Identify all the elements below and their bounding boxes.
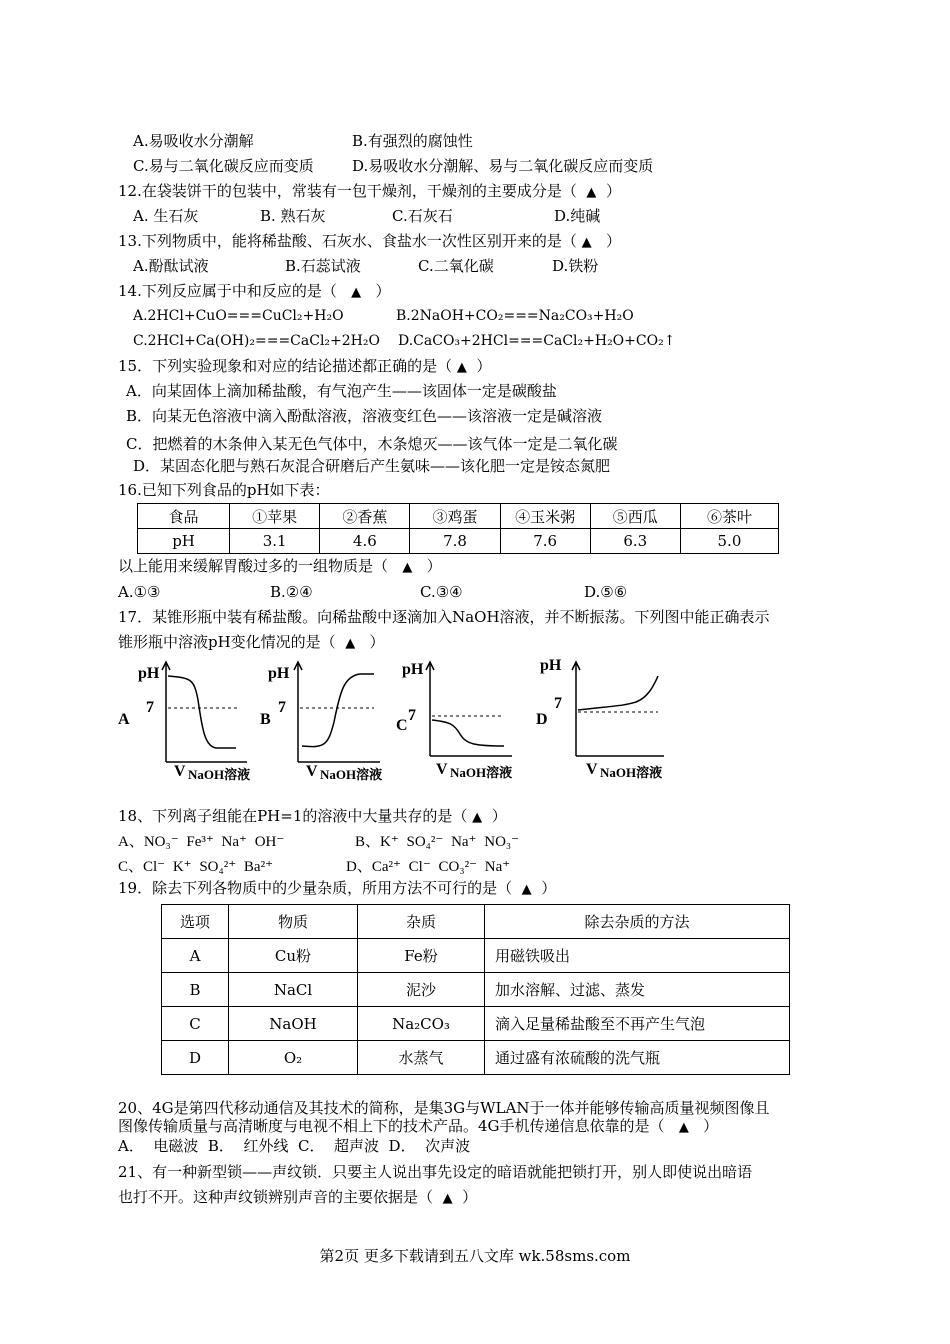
table-cell: NaCl xyxy=(229,973,358,1007)
table-row xyxy=(162,973,790,1007)
table-cell: 6.3 xyxy=(590,529,680,554)
graph-letter: B xyxy=(260,711,271,728)
table-cell: ⑥茶叶 xyxy=(680,504,778,529)
answer-mark: ▲ xyxy=(472,810,483,825)
table-cell: ④玉米粥 xyxy=(500,504,590,529)
q12-question: 12.在袋装饼干的包装中，常装有一包干燥剂，干燥剂的主要成分是（ ▲ ） xyxy=(118,182,621,200)
table-cell: 通过盛有浓硫酸的洗气瓶 xyxy=(485,1041,790,1075)
table-cell: ②香蕉 xyxy=(320,504,410,529)
x-label-sub: NaOH溶液 xyxy=(600,765,663,780)
table-cell: 选项 xyxy=(162,905,229,939)
answer-mark: ▲ xyxy=(678,1120,689,1135)
table-cell: 滴入足量稀盐酸至不再产生气泡 xyxy=(485,1007,790,1041)
q14-option-b: B.2NaOH+CO₂===Na₂CO₃+H₂O xyxy=(396,308,634,324)
q18-option-c: C、Cl⁻ K⁺ SO₄²⁺ Ba²⁺ xyxy=(118,859,273,875)
y-label: pH xyxy=(268,665,290,682)
x-label-sub: NaOH溶液 xyxy=(320,767,383,782)
q11-option-b: B.有强烈的腐蚀性 xyxy=(352,132,473,150)
x-label-v: V xyxy=(586,761,598,778)
impurity-table xyxy=(161,904,790,1075)
table-header-row xyxy=(138,504,779,529)
table-cell: NaOH xyxy=(229,1007,358,1041)
answer-mark: ▲ xyxy=(521,882,532,897)
answer-mark: ▲ xyxy=(402,560,413,575)
x-label-sub: NaOH溶液 xyxy=(188,767,251,782)
table-cell: O₂ xyxy=(229,1041,358,1075)
table-cell: 7.8 xyxy=(410,529,500,554)
answer-mark: ▲ xyxy=(345,636,356,651)
table-cell: 7.6 xyxy=(500,529,590,554)
q15-option-a: A．向某固体上滴加稀盐酸，有气泡产生——该固体一定是碳酸盐 xyxy=(126,382,557,400)
q16-option-a: A.①③ xyxy=(118,583,161,601)
q17-question-line1: 17．某锥形瓶中装有稀盐酸。向稀盐酸中逐滴加入NaOH溶液，并不断振荡。下列图中能正确表示 xyxy=(118,608,770,626)
q13-question: 13.下列物质中，能将稀盐酸、石灰水、食盐水一次性区别开来的是（ ▲ ） xyxy=(118,232,621,250)
seven-label: 7 xyxy=(554,695,562,712)
q16-option-c: C.③④ xyxy=(420,583,463,601)
seven-label: 7 xyxy=(146,699,154,716)
table-cell: ③鸡蛋 xyxy=(410,504,500,529)
page-footer: 第2页 更多下载请到五八文库 wk.58sms.com xyxy=(319,1247,631,1265)
graph-letter: D xyxy=(536,711,548,728)
q15-question: 15．下列实验现象和对应的结论描述都正确的是（ ▲ ） xyxy=(118,357,492,375)
q14-option-d: D.CaCO₃+2HCl===CaCl₂+H₂O+CO₂↑ xyxy=(398,333,676,349)
table-row xyxy=(138,529,779,554)
answer-mark: ▲ xyxy=(442,1191,453,1206)
q14-option-c: C.2HCl+Ca(OH)₂===CaCl₂+2H₂O xyxy=(133,333,380,349)
q16-subquestion: 以上能用来缓解胃酸过多的一组物质是（ ▲ ） xyxy=(118,557,442,575)
x-label-sub: NaOH溶液 xyxy=(450,765,513,780)
table-cell: Na₂CO₃ xyxy=(358,1007,485,1041)
table-cell: Fe粉 xyxy=(358,939,485,973)
table-cell: 泥沙 xyxy=(358,973,485,1007)
y-label: pH xyxy=(138,665,160,682)
q11-option-d: D.易吸收水分潮解、易与二氧化碳反应而变质 xyxy=(352,157,654,175)
table-cell: 加水溶解、过滤、蒸发 xyxy=(485,973,790,1007)
table-header-row xyxy=(162,905,790,939)
y-label: pH xyxy=(540,657,562,674)
q13-option-d: D.铁粉 xyxy=(552,257,599,275)
ph-table xyxy=(137,503,779,554)
x-label-v: V xyxy=(436,761,448,778)
q17-question-line2: 锥形瓶中溶液pH变化情况的是（ ▲ ） xyxy=(118,633,385,651)
q16-option-b: B.②④ xyxy=(270,583,313,601)
q12-option-c: C.石灰石 xyxy=(392,207,453,225)
q16-question: 16.已知下列食品的pH如下表： xyxy=(118,481,330,499)
table-cell: ⑤西瓜 xyxy=(590,504,680,529)
table-cell: ①苹果 xyxy=(230,504,320,529)
x-label-v: V xyxy=(174,763,186,780)
q13-option-c: C.二氧化碳 xyxy=(418,257,494,275)
table-row xyxy=(162,1007,790,1041)
graph-letter: C xyxy=(396,717,408,734)
table-cell: 杂质 xyxy=(358,905,485,939)
answer-mark: ▲ xyxy=(351,285,362,300)
table-row xyxy=(162,1041,790,1075)
table-row xyxy=(162,939,790,973)
table-cell: B xyxy=(162,973,229,1007)
ph-graphs xyxy=(112,652,694,782)
q21-question-line1: 21、有一种新型锁——声纹锁．只要主人说出事先设定的暗语就能把锁打开，别人即使说出暗语 xyxy=(118,1163,753,1181)
y-label: pH xyxy=(402,661,424,678)
q12-option-d: D.纯碱 xyxy=(554,207,601,225)
table-cell: C xyxy=(162,1007,229,1041)
answer-mark: ▲ xyxy=(456,360,467,375)
answer-mark: ▲ xyxy=(581,235,592,250)
seven-label: 7 xyxy=(408,707,416,724)
table-cell: 食品 xyxy=(138,504,230,529)
q15-option-b: B．向某无色溶液中滴入酚酞溶液，溶液变红色——该溶液一定是碱溶液 xyxy=(126,407,603,425)
x-label-v: V xyxy=(306,763,318,780)
q15-option-d: D．某固态化肥与熟石灰混合研磨后产生氨味——该化肥一定是铵态氮肥 xyxy=(133,457,611,475)
table-cell: 水蒸气 xyxy=(358,1041,485,1075)
table-cell: 5.0 xyxy=(680,529,778,554)
q15-option-c: C．把燃着的木条伸入某无色气体中，木条熄灭——该气体一定是二氧化碳 xyxy=(126,435,618,453)
answer-mark: ▲ xyxy=(586,185,597,200)
q11-option-a: A.易吸收水分潮解 xyxy=(133,132,254,150)
table-cell: 除去杂质的方法 xyxy=(485,905,790,939)
q13-option-a: A.酚酞试液 xyxy=(133,257,209,275)
table-cell: pH xyxy=(138,529,230,554)
table-cell: A xyxy=(162,939,229,973)
table-cell: 物质 xyxy=(229,905,358,939)
table-cell: 3.1 xyxy=(230,529,320,554)
q12-option-a: A. 生石灰 xyxy=(133,207,199,225)
q14-option-a: A.2HCl+CuO===CuCl₂+H₂O xyxy=(133,308,344,324)
table-cell: 用磁铁吸出 xyxy=(485,939,790,973)
q14-question: 14.下列反应属于中和反应的是（ ▲ ） xyxy=(118,282,391,300)
q13-option-b: B.石蕊试液 xyxy=(285,257,361,275)
table-cell: Cu粉 xyxy=(229,939,358,973)
q20-question-line2: 图像传输质量与高清晰度与电视不相上下的技术产品。4G手机传递信息依靠的是（ ▲ ） xyxy=(118,1117,719,1135)
table-cell: 4.6 xyxy=(320,529,410,554)
q20-options: A． 电磁波 B． 红外线 C． 超声波 D． 次声波 xyxy=(118,1137,471,1155)
q19-question: 19．除去下列各物质中的少量杂质，所用方法不可行的是（ ▲ ） xyxy=(118,879,557,897)
q11-option-c: C.易与二氧化碳反应而变质 xyxy=(133,157,314,175)
q16-option-d: D.⑤⑥ xyxy=(584,583,628,601)
q12-option-b: B. 熟石灰 xyxy=(260,207,326,225)
q18-question: 18、下列离子组能在PH=1的溶液中大量共存的是（ ▲ ） xyxy=(118,807,507,825)
graph-letter: A xyxy=(118,711,130,728)
q18-option-b: B、K⁺ SO₄²⁻ Na⁺ NO₃⁻ xyxy=(355,834,520,850)
q20-question-line1: 20、4G是第四代移动通信及其技术的简称，是集3G与WLAN于一体并能够传输高质量视频图像且 xyxy=(118,1099,770,1117)
q18-option-a: A、NO₃⁻ Fe³⁺ Na⁺ OH⁻ xyxy=(118,834,285,850)
q18-option-d: D、Ca²⁺ Cl⁻ CO₃²⁻ Na⁺ xyxy=(346,859,511,875)
seven-label: 7 xyxy=(278,699,286,716)
table-cell: D xyxy=(162,1041,229,1075)
q21-question-line2: 也打不开。这种声纹锁辨别声音的主要依据是（ ▲ ） xyxy=(118,1188,478,1206)
